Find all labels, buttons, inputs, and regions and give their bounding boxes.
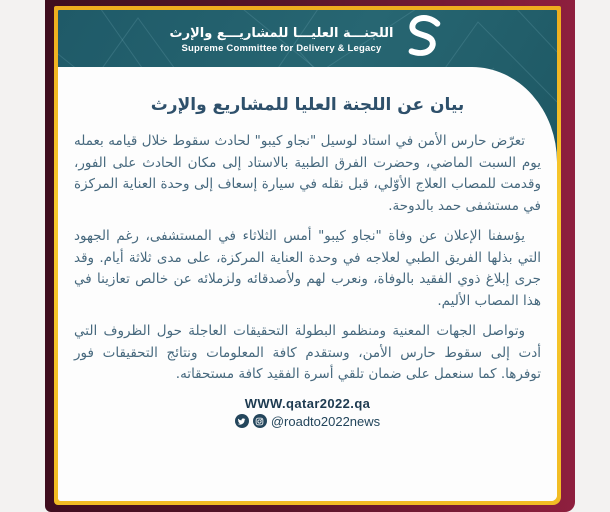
twitter-icon (235, 414, 249, 428)
statement-paragraph-3: وتواصل الجهات المعنية ومنظمو البطولة التحقيقات العاجلة حول الظروف التي أدت إلى سقوط حارس الأمن، وستقدم كافة المعلومات ونتائج التحقيقات فور توفرها. كما سنعمل على ضمان تلقي أسرة الفقيد كافة مستحقاته. (74, 323, 541, 382)
statement-graphic (45, 0, 575, 512)
committee-header-row (58, 17, 557, 63)
website-url: WWW.qatar2022.qa (244, 395, 371, 411)
statement-text (74, 131, 541, 386)
statement-card (58, 10, 557, 501)
instagram-icon (253, 414, 267, 428)
committee-name-block (170, 25, 394, 55)
gold-border-frame (54, 6, 561, 505)
supreme-committee-swirl-logo-icon (403, 15, 445, 63)
statement-paragraph-1: تعرّض حارس الأمن في استاد لوسيل "نجاو كيبو" لحادث سقوط خلال قيامه بعمله يوم السبت الماضي، وحضرت الفرق الطبية بالاستاد إلى مكان الحادث على الفور، وقدمت للمصاب العلاج الأوّلي، قبل نقله في سيارة إسعاف إلى وحدة العناية المركزة في مستشفى حمد بالدوحة. (74, 133, 541, 214)
statement-title: بيان عن اللجنة العليا للمشاريع والإرث (150, 95, 465, 115)
statement-paragraph-2: يؤسفنا الإعلان عن وفاة "نجاو كيبو" أمس الثلاثاء في المستشفى، رغم الجهود التي بذلها الفريق الطبي لعلاجه في وحدة العناية المركزة، على مدى ثلاثة أيام. وقد جرى إبلاغ ذوي الفقيد بالوفاة، ونعرب لهم ولأصدقائه ولزملائه عن خالص تعازينا في هذا المصاب الأليم. (74, 228, 541, 309)
statement-footer (74, 396, 541, 429)
social-handle: @roadto2022news (270, 413, 381, 429)
statement-body-card (58, 67, 557, 501)
committee-name-arabic: اللجنـــة العليـــا للمشاريـــع والإرث (169, 26, 394, 41)
social-row (74, 414, 541, 429)
committee-name-english: Supreme Committee for Delivery & Legacy (181, 43, 382, 54)
